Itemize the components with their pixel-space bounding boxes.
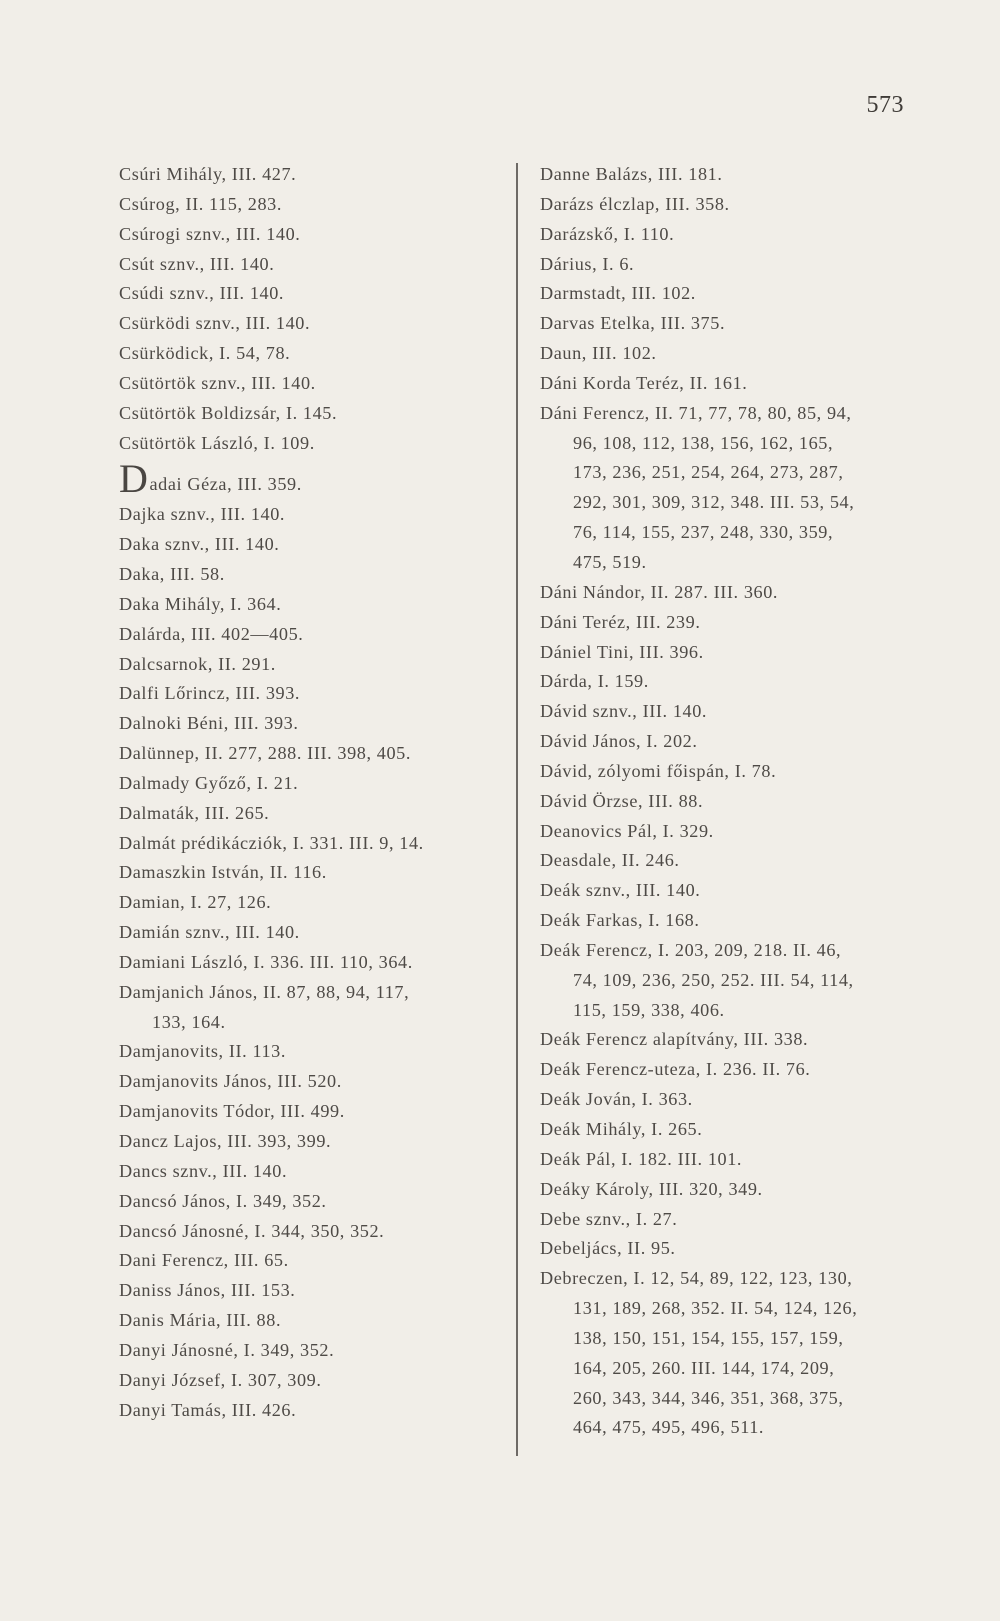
index-entry: Danyi József, I. 307, 309. — [119, 1369, 322, 1390]
index-entry: Csút sznv., III. 140. — [119, 253, 275, 274]
index-entry: Damaszkin István, II. 116. — [119, 862, 327, 883]
index-entry: Dalmaták, III. 265. — [119, 802, 270, 823]
index-column-left — [119, 160, 499, 1425]
index-entry-continuation: 464, 475, 495, 496, 511. — [573, 1417, 765, 1438]
index-entry: Damjanovits Tódor, III. 499. — [119, 1101, 345, 1122]
index-entry: Deák sznv., III. 140. — [540, 880, 701, 901]
index-entry-continuation: 74, 109, 236, 250, 252. III. 54, 114, — [573, 969, 854, 990]
index-entry-continuation: 292, 301, 309, 312, 348. III. 53, 54, — [573, 492, 855, 513]
index-entry: Daka, III. 58. — [119, 563, 225, 584]
index-entry: Darmstadt, III. 102. — [540, 283, 696, 304]
index-entry-continuation: 138, 150, 151, 154, 155, 157, 159, — [573, 1327, 844, 1348]
index-entry-continuation: 76, 114, 155, 237, 248, 330, 359, — [573, 522, 834, 543]
index-entry: Csúrogi sznv., III. 140. — [119, 223, 301, 244]
index-entry — [119, 456, 499, 502]
index-entry: Damjanich János, II. 87, 88, 94, 117, — [119, 981, 410, 1002]
index-entry: Dárius, I. 6. — [540, 253, 635, 274]
index-entry: Deáky Károly, III. 320, 349. — [540, 1178, 763, 1199]
index-entry: Darvas Etelka, III. 375. — [540, 313, 726, 334]
index-entry: Deák Farkas, I. 168. — [540, 910, 700, 931]
index-entry-continuation: 173, 236, 251, 254, 264, 273, 287, — [573, 462, 844, 483]
index-entry: Csütörtök Boldizsár, I. 145. — [119, 402, 338, 423]
index-entry: Daun, III. 102. — [540, 343, 657, 364]
index-entry: Daka sznv., III. 140. — [119, 534, 280, 555]
index-entry: Dalmát prédikácziók, I. 331. III. 9, 14. — [119, 832, 424, 853]
index-entry: Dáni Korda Teréz, II. 161. — [540, 372, 748, 393]
index-entry: Deanovics Pál, I. 329. — [540, 820, 714, 841]
index-entry: Danne Balázs, III. 181. — [540, 164, 723, 184]
index-entry-continuation: 133, 164. — [152, 1011, 226, 1032]
section-initial: D — [119, 456, 149, 502]
index-entry: Daka Mihály, I. 364. — [119, 593, 282, 614]
index-entry: Daniss János, III. 153. — [119, 1280, 296, 1301]
index-entry: Dáni Teréz, III. 239. — [540, 611, 701, 632]
index-entry: Dávid Örzse, III. 88. — [540, 790, 704, 811]
index-entry: Dancsó János, I. 349, 352. — [119, 1190, 327, 1211]
index-entry: Dancsó Jánosné, I. 344, 350, 352. — [119, 1220, 385, 1241]
index-entry: Dancz Lajos, III. 393, 399. — [119, 1131, 332, 1151]
index-entry: Danyi Tamás, III. 426. — [119, 1399, 297, 1420]
index-entry-continuation: 131, 189, 268, 352. II. 54, 124, 126, — [573, 1298, 858, 1319]
page-number: 573 — [866, 92, 904, 118]
index-entry: Damian, I. 27, 126. — [119, 892, 272, 913]
index-entry: Danyi Jánosné, I. 349, 352. — [119, 1339, 335, 1360]
index-entry: Csúrog, II. 115, 283. — [119, 193, 282, 214]
index-entry: Csürködi sznv., III. 140. — [119, 313, 311, 334]
index-entry: Dancs sznv., III. 140. — [119, 1160, 288, 1181]
index-entry: Damián sznv., III. 140. — [119, 922, 300, 943]
index-entry: Dáni Ferencz, II. 71, 77, 78, 80, 85, 94, — [540, 402, 852, 423]
index-column-right — [540, 160, 920, 1443]
index-entry: Deák Mihály, I. 265. — [540, 1119, 703, 1139]
index-entry: Darázs élczlap, III. 358. — [540, 193, 730, 214]
index-entry: Dalmady Győző, I. 21. — [119, 772, 299, 793]
index-entry: Dániel Tini, III. 396. — [540, 641, 704, 662]
index-entry: Csürködick, I. 54, 78. — [119, 343, 291, 364]
index-entry: Dani Ferencz, III. 65. — [119, 1250, 289, 1271]
index-entry: Debeljács, II. 95. — [540, 1238, 676, 1259]
index-entry: Dávid, zólyomi főispán, I. 78. — [540, 760, 777, 781]
index-entry: Deák Ferencz-uteza, I. 236. II. 76. — [540, 1059, 811, 1080]
index-entry: Dalünnep, II. 277, 288. III. 398, 405. — [119, 743, 412, 764]
index-entry: Dávid sznv., III. 140. — [540, 701, 708, 722]
index-entry: Damjanovits, II. 113. — [119, 1041, 286, 1062]
index-entry: Deák Pál, I. 182. III. 101. — [540, 1148, 743, 1169]
index-entry: Damiani László, I. 336. III. 110, 364. — [119, 951, 413, 972]
column-divider — [516, 163, 518, 1456]
index-entry: Dáni Nándor, II. 287. III. 360. — [540, 581, 779, 602]
index-entry: Dalcsarnok, II. 291. — [119, 653, 276, 674]
index-entry: Deák Jován, I. 363. — [540, 1089, 693, 1110]
index-entry-continuation: 115, 159, 338, 406. — [573, 999, 725, 1020]
index-entry: Deasdale, II. 246. — [540, 850, 680, 871]
index-entry: Deák Ferencz, I. 203, 209, 218. II. 46, — [540, 939, 842, 960]
index-entry: Debe sznv., I. 27. — [540, 1208, 678, 1229]
index-entry: Dalfi Lőrincz, III. 393. — [119, 683, 301, 704]
index-entry: Csütörtök sznv., III. 140. — [119, 372, 316, 393]
index-entry: Darázskő, I. 110. — [540, 223, 675, 244]
index-entry-continuation: 260, 343, 344, 346, 351, 368, 375, — [573, 1387, 844, 1408]
index-entry: Csúri Mihály, III. 427. — [119, 164, 297, 184]
index-entry-continuation: 164, 205, 260. III. 144, 174, 209, — [573, 1357, 835, 1378]
index-entry-continuation: 475, 519. — [573, 551, 647, 572]
index-entry: Dalárda, III. 402—405. — [119, 623, 304, 644]
index-entry: Dávid János, I. 202. — [540, 731, 698, 752]
index-entry: Deák Ferencz alapítvány, III. 338. — [540, 1029, 809, 1050]
index-entry: Dalnoki Béni, III. 393. — [119, 713, 299, 734]
index-entry-text: adai Géza, III. 359. — [149, 474, 302, 495]
index-entry: Debreczen, I. 12, 54, 89, 122, 123, 130, — [540, 1268, 853, 1289]
index-entry: Danis Mária, III. 88. — [119, 1310, 282, 1331]
index-entry: Damjanovits János, III. 520. — [119, 1071, 342, 1092]
index-entry-continuation: 96, 108, 112, 138, 156, 162, 165, — [573, 432, 834, 453]
index-entry: Csütörtök László, I. 109. — [119, 432, 315, 453]
index-entry: Csúdi sznv., III. 140. — [119, 283, 285, 304]
index-entry: Dárda, I. 159. — [540, 671, 649, 692]
index-entry: Dajka sznv., III. 140. — [119, 504, 286, 525]
